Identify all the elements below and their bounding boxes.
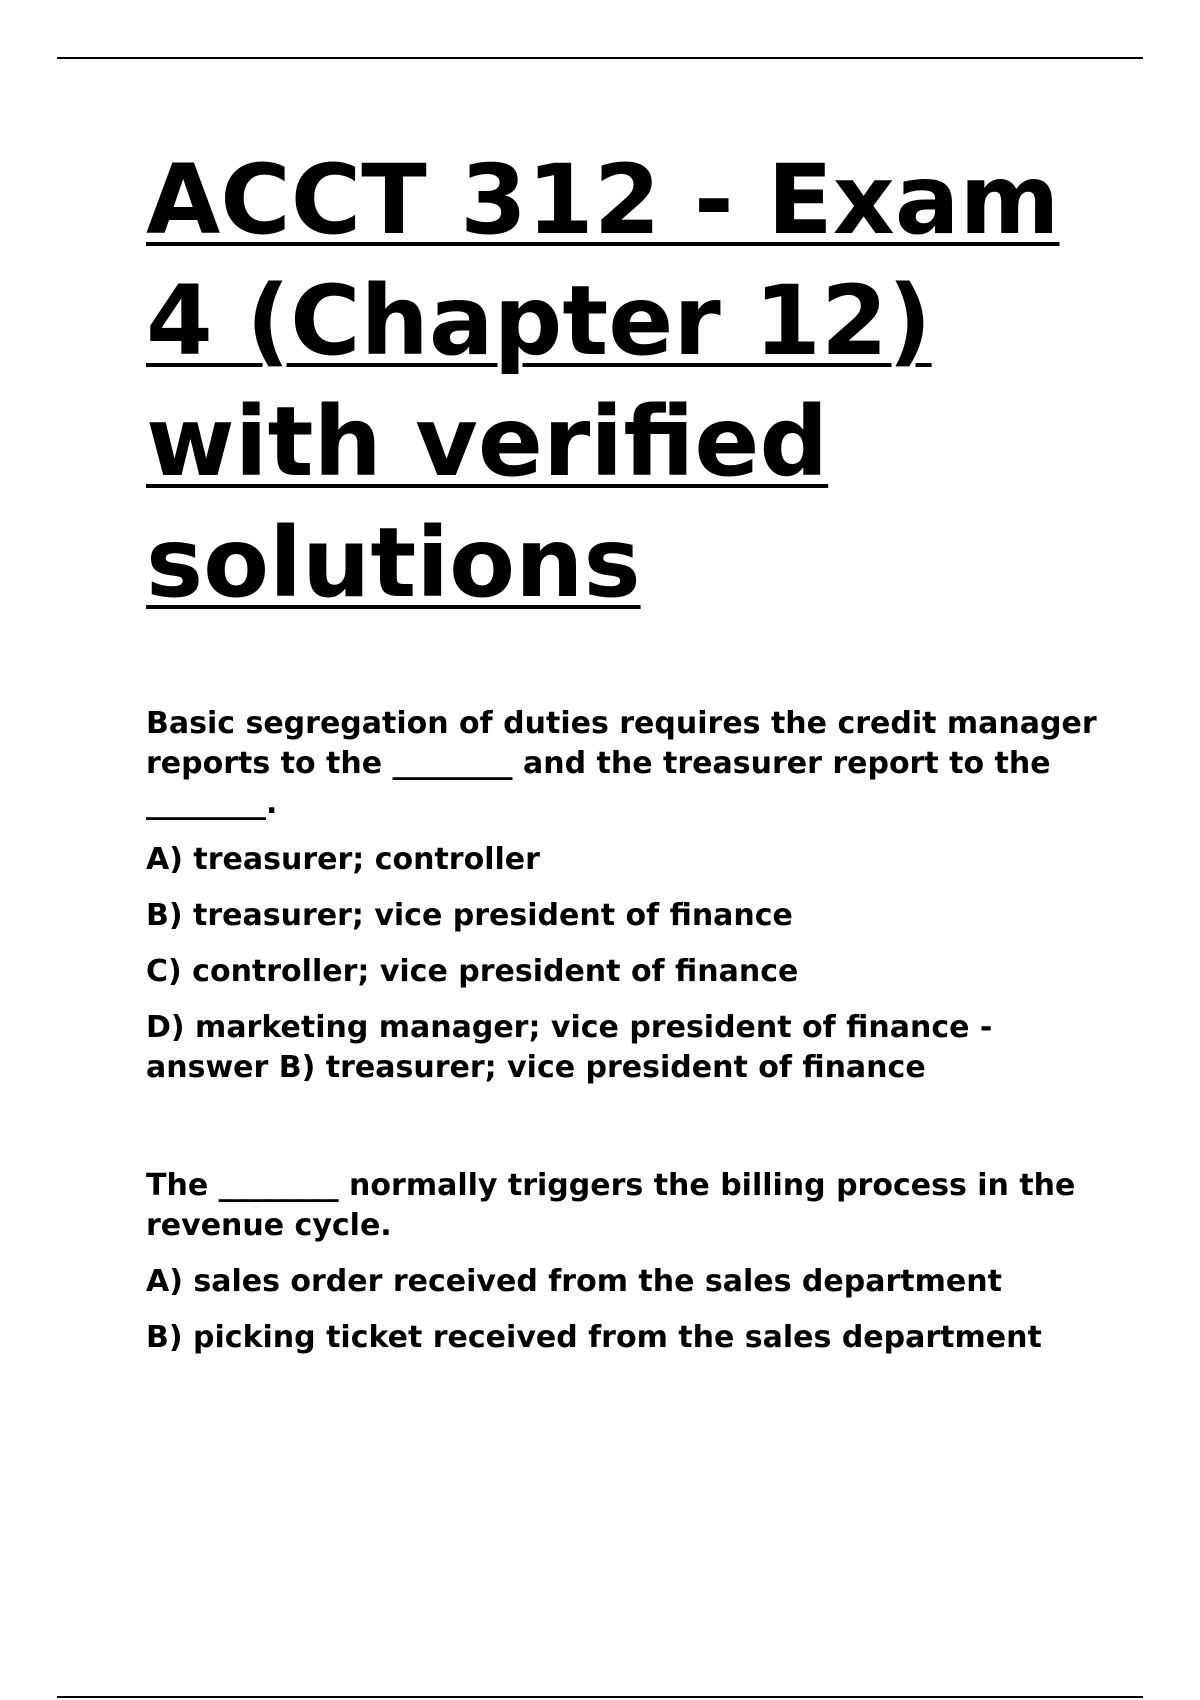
question-2 [146,1166,1106,1358]
question-1 [146,704,1106,1088]
question-1-option-a: A) treasurer; controller [146,842,540,877]
question-2-option-b: B) picking ticket received from the sales department [146,1320,1042,1355]
question-1-option-b: B) treasurer; vice president of finance [146,898,793,933]
question-2-option-a: A) sales order received from the sales department [146,1264,1002,1299]
question-2-options [146,1262,1106,1358]
question-2-prompt: The ________ normally triggers the billing process in the revenue cycle. [146,1168,1076,1243]
question-1-options [146,840,1106,1088]
top-divider [57,57,1143,59]
document-page [146,140,1106,1358]
question-1-prompt: Basic segregation of duties requires the credit manager reports to the ________ and the treasurer report to the ________. [146,706,1097,821]
question-1-option-c: C) controller; vice president of finance [146,954,799,989]
bottom-divider [57,1696,1143,1698]
document-title: ACCT 312 - Exam 4 (Chapter 12) with verified solutions [146,144,1060,619]
question-1-option-d: D) marketing manager; vice president of finance - answer B) treasurer; vice president of finance [146,1010,993,1085]
